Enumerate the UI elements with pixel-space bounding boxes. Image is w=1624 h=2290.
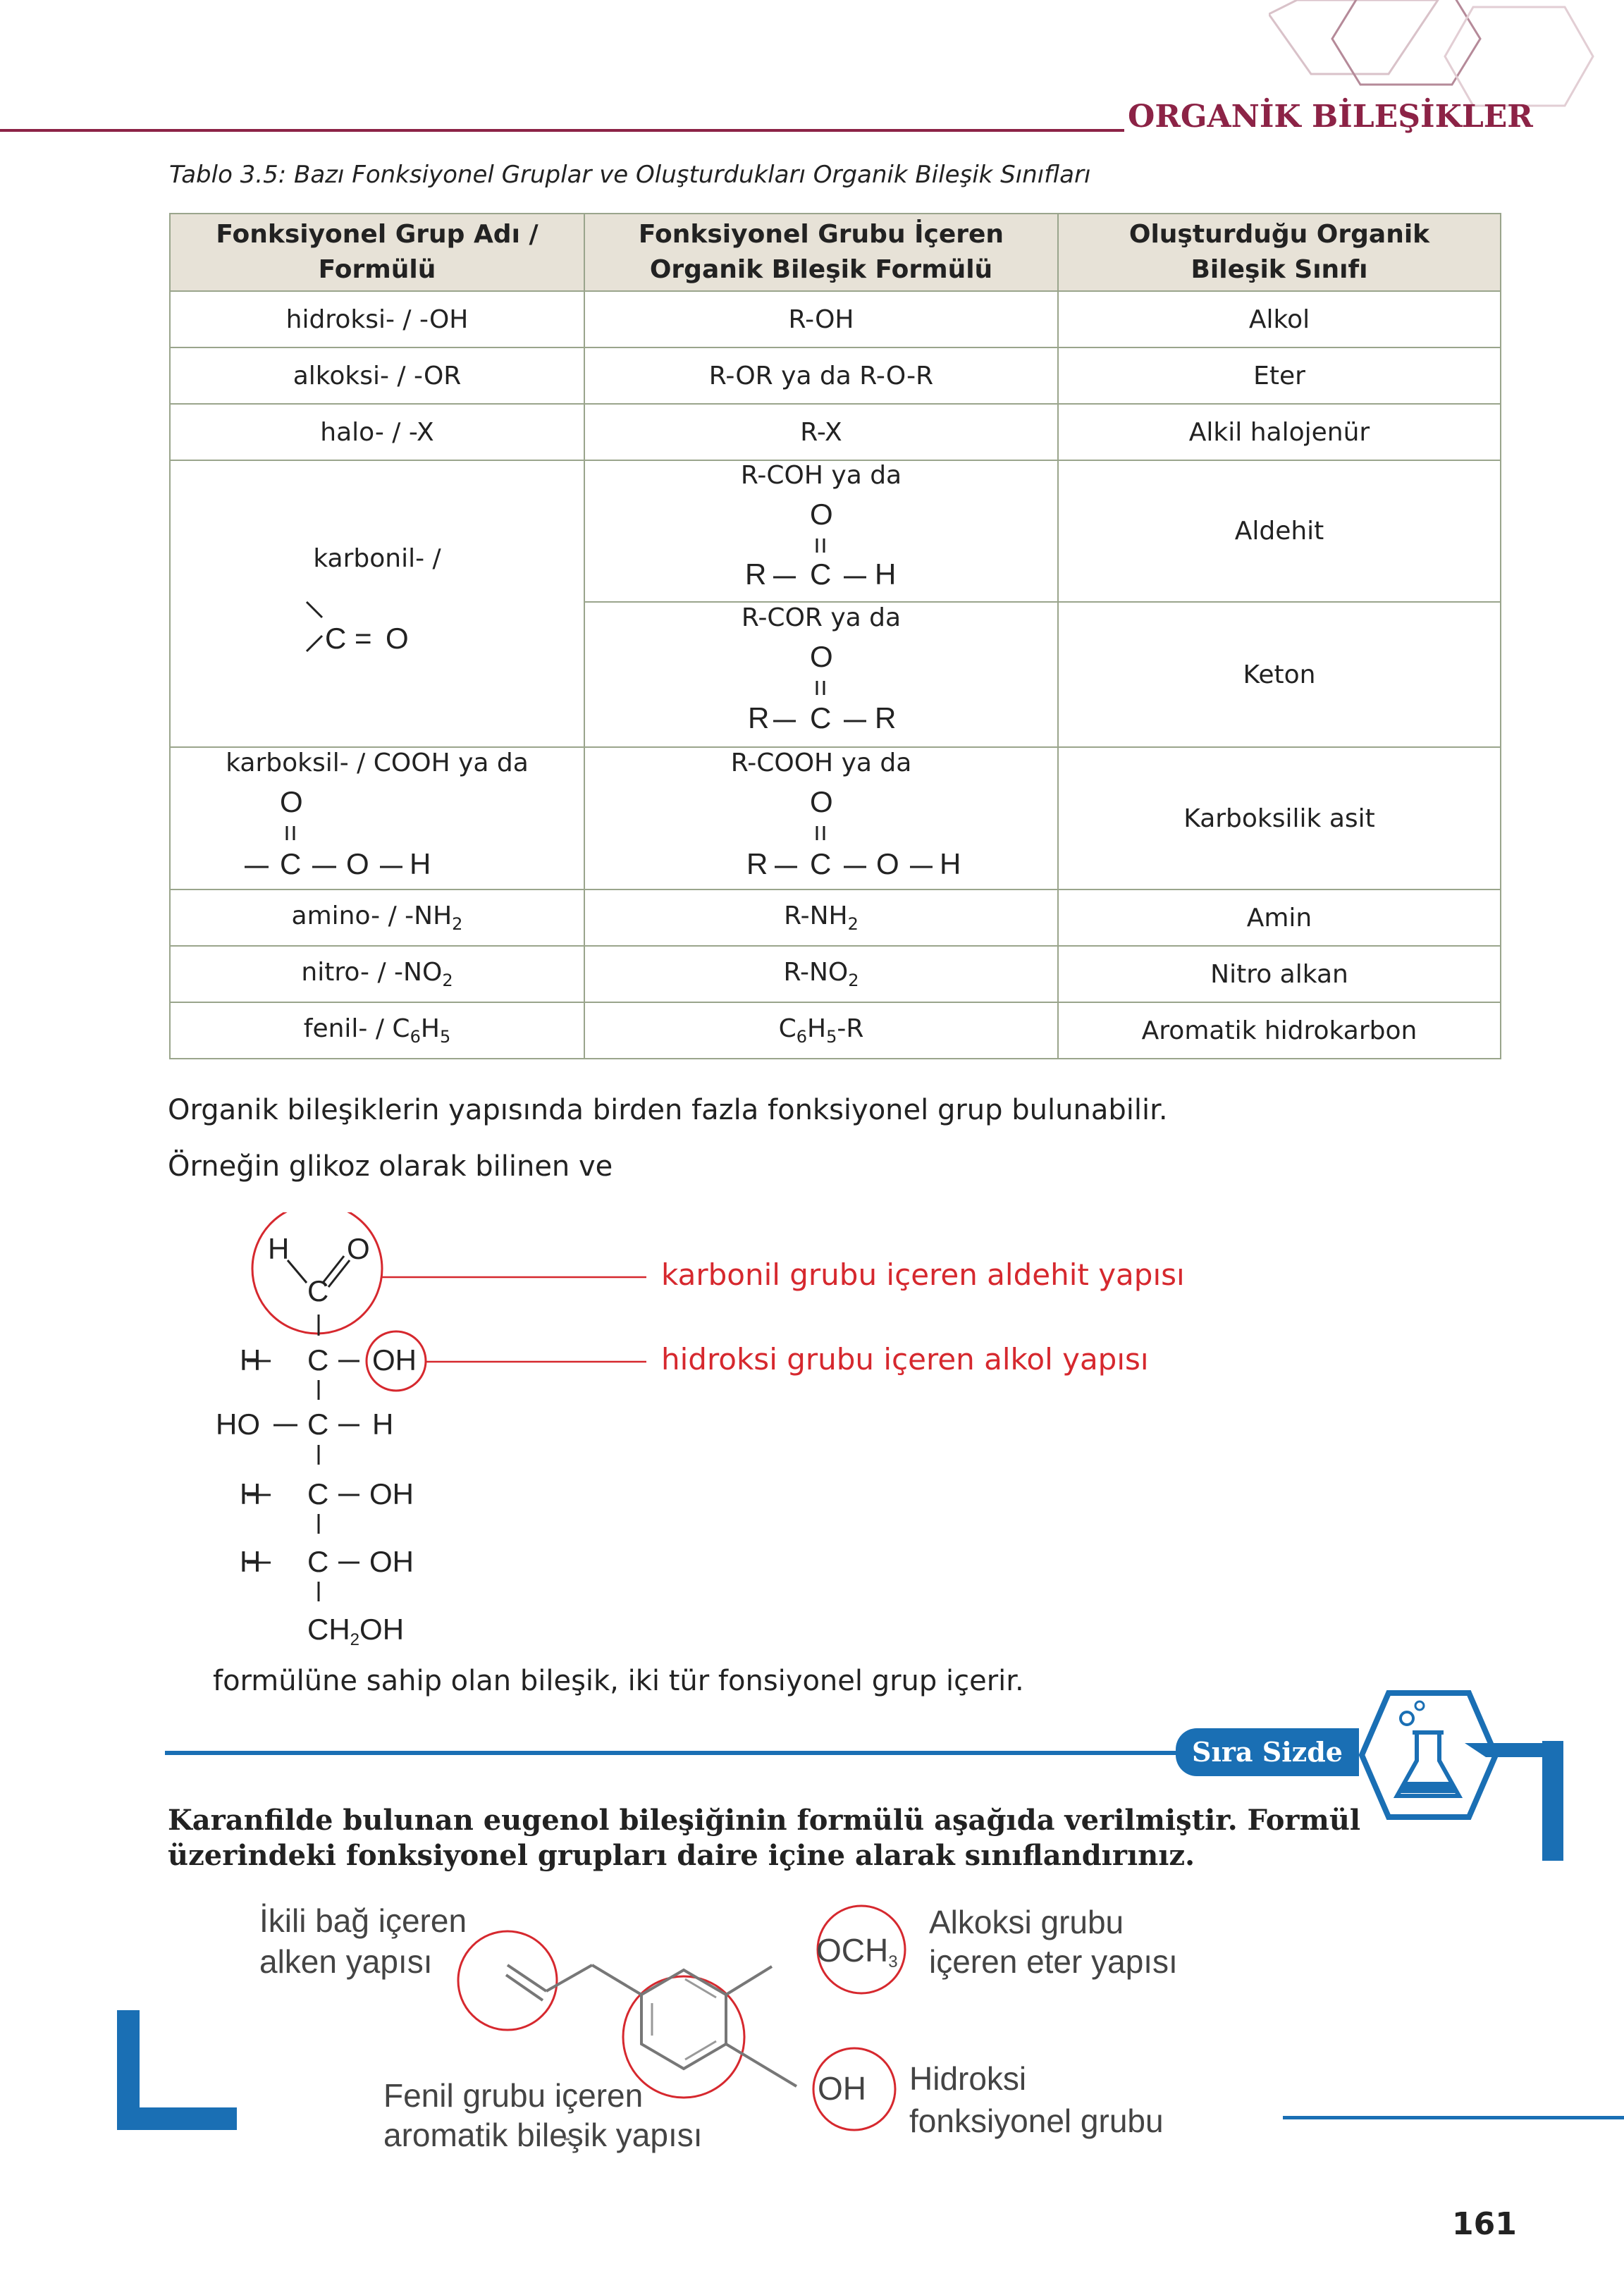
table-cell: R-X bbox=[584, 404, 1058, 460]
cell-text: C bbox=[778, 1014, 796, 1043]
alken-label-line1: İkili bağ içeren bbox=[259, 1902, 467, 1939]
table-cell: alkoksi- / -OR bbox=[170, 347, 584, 404]
label-carbonyl: karbonil grubu içeren aldehit yapısı bbox=[661, 1257, 1185, 1292]
table-cell: Nitro alkan bbox=[1058, 946, 1501, 1002]
label-hydroxy: hidroksi grubu içeren alkol yapısı bbox=[661, 1342, 1149, 1377]
atom-c: C bbox=[325, 622, 347, 655]
subscript: 2 bbox=[442, 971, 453, 990]
header-line: Oluşturduğu Organik bbox=[1128, 220, 1430, 249]
table-cell: Alkol bbox=[1058, 291, 1501, 347]
karbonil-label: karbonil- / bbox=[313, 544, 441, 573]
atom-h: H bbox=[875, 558, 897, 591]
atom-c: C bbox=[810, 701, 832, 734]
table-caption: Tablo 3.5: Bazı Fonksiyonel Gruplar ve Oluşturdukları Organik Bileşik Sınıfları bbox=[169, 161, 1091, 189]
glucose-atom-c: C bbox=[307, 1343, 329, 1377]
keton-text: R-COR ya da bbox=[741, 603, 902, 632]
table-cell: Karboksilik asit bbox=[1058, 747, 1501, 889]
column-header bbox=[584, 214, 1058, 291]
subscript: 2 bbox=[452, 914, 463, 934]
subscript: 2 bbox=[350, 1630, 360, 1649]
table-cell bbox=[170, 889, 584, 946]
glucose-atom-h: H bbox=[240, 1545, 262, 1578]
table-row bbox=[170, 747, 1501, 889]
header-line: Fonksiyonel Grup Adı / bbox=[216, 220, 539, 249]
eter-label-line1: Alkoksi grubu bbox=[929, 1904, 1124, 1940]
atom-o: O bbox=[810, 498, 833, 531]
table-cell-carboxylic-formula bbox=[584, 747, 1058, 889]
sira-sizde-tab: Sıra Sizde bbox=[1176, 1728, 1359, 1776]
atom-r: R bbox=[875, 701, 897, 734]
atom-c: C bbox=[810, 558, 832, 591]
subscript: 2 bbox=[847, 914, 859, 934]
glucose-atom-c: C bbox=[307, 1545, 329, 1578]
atom-text: CH bbox=[307, 1613, 350, 1646]
cell-text: nitro- / -NO bbox=[301, 958, 443, 987]
atom-o: O bbox=[386, 622, 409, 655]
cell-text: R-NH bbox=[784, 901, 848, 930]
fenil-label-line2: aromatik bileşik yapısı bbox=[383, 2117, 703, 2153]
atom-o: O bbox=[280, 784, 303, 818]
atom-r: R bbox=[748, 701, 770, 734]
atom-o: O bbox=[876, 847, 899, 880]
carbonyl-group-formula bbox=[271, 586, 483, 664]
page-number: 161 bbox=[1452, 2206, 1517, 2242]
glucose-atom-c: C bbox=[307, 1274, 329, 1307]
table-cell: Eter bbox=[1058, 347, 1501, 404]
table-row bbox=[170, 404, 1501, 460]
bracket-left bbox=[113, 2010, 240, 2130]
table-row bbox=[170, 1002, 1501, 1059]
table-cell bbox=[584, 889, 1058, 946]
header-line: Bileşik Sınıfı bbox=[1191, 255, 1368, 284]
atom-o: O bbox=[810, 784, 833, 818]
cell-text: R-NO bbox=[783, 958, 849, 987]
table-row bbox=[170, 460, 1501, 602]
table-row bbox=[170, 889, 1501, 946]
table-cell bbox=[170, 946, 584, 1002]
table-cell: Keton bbox=[1058, 602, 1501, 747]
functional-groups-table bbox=[169, 213, 1501, 1059]
cell-text: -R bbox=[837, 1014, 864, 1043]
header-line: Formülü bbox=[318, 255, 436, 284]
atom-h: H bbox=[410, 847, 431, 880]
table-cell bbox=[170, 1002, 584, 1059]
task-text: Karanfilde bulunan eugenol bileşiğinin formülü aşağıda verilmiştir. Formül üzerindeki fonksiyonel grupları daire içine alarak sınıflandırınız. bbox=[168, 1804, 1361, 1872]
table-cell-keton-formula bbox=[584, 602, 1058, 747]
glucose-atom-h: H bbox=[372, 1408, 394, 1441]
table-cell-aldehit-formula bbox=[584, 460, 1058, 602]
table-header-row bbox=[170, 214, 1501, 291]
atom-o: O bbox=[810, 639, 833, 673]
glucose-ch2oh bbox=[307, 1613, 404, 1650]
atom-o: O bbox=[346, 847, 369, 880]
atom-r: R bbox=[746, 847, 768, 880]
table-cell: Aldehit bbox=[1058, 460, 1501, 602]
bottom-rule bbox=[1283, 2116, 1624, 2119]
atom-r: R bbox=[745, 558, 767, 591]
och3-label bbox=[816, 1931, 898, 1972]
table-row bbox=[170, 291, 1501, 347]
atom-text: OCH bbox=[816, 1932, 889, 1969]
table-row bbox=[170, 347, 1501, 404]
double-bond: = bbox=[355, 622, 372, 655]
atom-c: C bbox=[810, 847, 832, 880]
glucose-atom-h: H bbox=[240, 1477, 262, 1510]
header-line: Fonksiyonel Grubu İçeren bbox=[638, 220, 1004, 249]
cell-text: H bbox=[807, 1014, 827, 1043]
bracket-right bbox=[1537, 1741, 1565, 1861]
column-header bbox=[1058, 214, 1501, 291]
glucose-atom-h: H bbox=[268, 1232, 290, 1265]
table-cell-karboksil bbox=[170, 747, 584, 889]
glucose-atom-oh: OH bbox=[369, 1545, 414, 1578]
table-cell: R-OH bbox=[584, 291, 1058, 347]
cell-text: H bbox=[420, 1014, 440, 1043]
table-cell: Amin bbox=[1058, 889, 1501, 946]
glucose-atom-o: O bbox=[347, 1232, 370, 1265]
subscript: 5 bbox=[826, 1027, 837, 1047]
table-cell-karbonil bbox=[170, 460, 584, 747]
header-rule bbox=[0, 129, 1124, 132]
table-cell: halo- / -X bbox=[170, 404, 584, 460]
glucose-atom-c: C bbox=[307, 1408, 329, 1441]
header-line: Organik Bileşik Formülü bbox=[649, 255, 993, 284]
glucose-atom-ho: HO bbox=[216, 1408, 260, 1441]
paragraph-1: Organik bileşiklerin yapısında birden fazla fonksiyonel grup bulunabilir. bbox=[168, 1094, 1168, 1126]
column-header bbox=[170, 214, 584, 291]
aldehit-text: R-COH ya da bbox=[740, 461, 902, 490]
paragraph-3: formülüne sahip olan bileşik, iki tür fonsiyonel grup içerir. bbox=[213, 1665, 1024, 1697]
fenil-label-line1: Fenil grubu içeren bbox=[383, 2077, 644, 2114]
cell-text: amino- / -NH bbox=[291, 901, 453, 930]
chapter-title: ORGANİK BİLEŞİKLER bbox=[1128, 99, 1533, 135]
table-cell bbox=[584, 1002, 1058, 1059]
table-cell: hidroksi- / -OH bbox=[170, 291, 584, 347]
oh-label: OH bbox=[818, 2070, 866, 2107]
glucose-atom-oh: OH bbox=[369, 1477, 414, 1510]
cell-text: fenil- / C bbox=[303, 1014, 410, 1043]
carboxylic-text: R-COOH ya da bbox=[730, 748, 912, 777]
subscript: 2 bbox=[848, 971, 859, 990]
atom-text: OH bbox=[359, 1613, 405, 1646]
alken-label-line2: alken yapısı bbox=[259, 1943, 433, 1980]
subscript: 6 bbox=[796, 1027, 808, 1047]
karboksil-text: karboksil- / COOH ya da bbox=[226, 748, 529, 777]
subscript: 6 bbox=[410, 1027, 421, 1047]
table-row bbox=[170, 946, 1501, 1002]
glucose-atom-h: H bbox=[240, 1343, 262, 1377]
carboxyl-bonds bbox=[215, 749, 539, 882]
subscript: 3 bbox=[888, 1952, 898, 1971]
paragraph-2: Örneğin glikoz olarak bilinen ve bbox=[168, 1150, 613, 1183]
table-cell bbox=[584, 946, 1058, 1002]
atom-h: H bbox=[940, 847, 961, 880]
atom-c: C bbox=[280, 847, 302, 880]
glucose-atom-oh: OH bbox=[372, 1343, 417, 1377]
table-cell: Aromatik hidrokarbon bbox=[1058, 1002, 1501, 1059]
table-cell: R-OR ya da R-O-R bbox=[584, 347, 1058, 404]
section-rule bbox=[165, 1751, 1187, 1755]
eter-label-line2: içeren eter yapısı bbox=[929, 1943, 1178, 1980]
hidroksi-label-line2: fonksiyonel grubu bbox=[909, 2103, 1164, 2139]
table-cell: Alkil halojenür bbox=[1058, 404, 1501, 460]
subscript: 5 bbox=[439, 1027, 451, 1047]
glucose-atom-c: C bbox=[307, 1477, 329, 1510]
hidroksi-label-line1: Hidroksi bbox=[909, 2060, 1027, 2097]
